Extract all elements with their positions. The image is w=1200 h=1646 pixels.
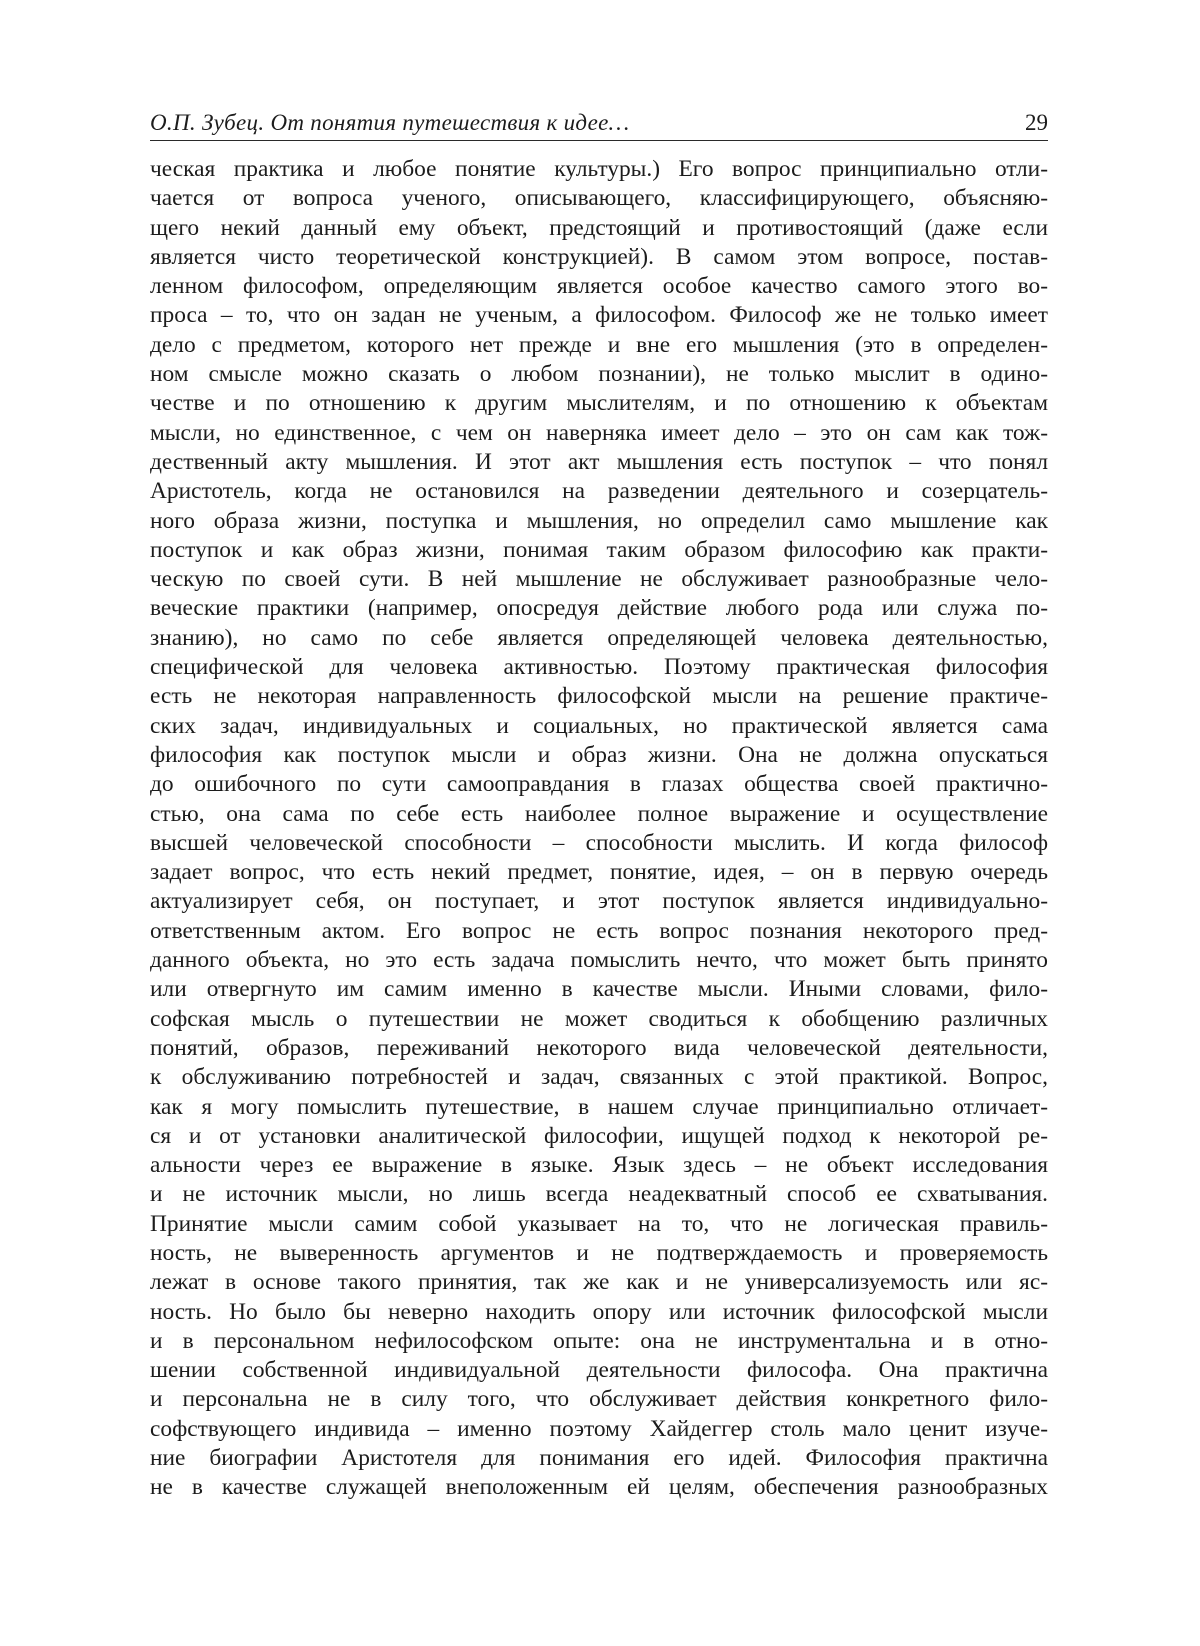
text-line: честве и по отношению к другим мыслителям, и по отношению к объектам	[150, 390, 1048, 417]
running-header-title: О.П. Зубец. От понятия путешествия к идее…	[150, 110, 630, 135]
book-page	[150, 96, 1048, 1503]
text-line: и персональна не в силу того, что обслуживает действия конкретного фило-	[150, 1386, 1048, 1413]
text-line: не в качестве служащей внеположенным ей целям, обеспечения разнообразных	[150, 1474, 1048, 1501]
text-line: к обслуживанию потребностей и задач, связанных с этой практикой. Вопрос,	[150, 1064, 1048, 1091]
text-line: софская мысль о путешествии не может сводиться к обобщению различных	[150, 1005, 1048, 1032]
text-line: до ошибочного по сути самооправдания в глазах общества своей практично-	[150, 771, 1048, 798]
text-line: является чисто теоретической конструкцией). В самом этом вопросе, постав-	[150, 243, 1048, 270]
text-line: лежат в основе такого принятия, так же как и не универсализуемость или яс-	[150, 1269, 1048, 1296]
text-line: ние биографии Аристотеля для понимания его идей. Философия практична	[150, 1445, 1048, 1472]
text-line: высшей человеческой способности – способности мыслить. И когда философ	[150, 829, 1048, 856]
text-line: альности через ее выражение в языке. Язык здесь – не объект исследования	[150, 1152, 1048, 1179]
text-line: задает вопрос, что есть некий предмет, понятие, идея, – он в первую очередь	[150, 859, 1048, 886]
text-line: ся и от установки аналитической философии, ищущей подход к некоторой ре-	[150, 1122, 1048, 1149]
text-line: Аристотель, когда не остановился на разведении деятельного и созерцатель-	[150, 478, 1048, 505]
text-line: ность. Но было бы неверно находить опору или источник философской мысли	[150, 1298, 1048, 1325]
page-number: 29	[1025, 110, 1048, 135]
text-line: ческая практика и любое понятие культуры.) Его вопрос принципиально отли-	[150, 156, 1048, 182]
text-line: знанию), но само по себе является определяющей человека деятельностью,	[150, 624, 1048, 651]
text-line: шении собственной индивидуальной деятельности философа. Она практична	[150, 1357, 1048, 1384]
text-line: понятий, образов, переживаний некоторого вида человеческой деятельности,	[150, 1034, 1048, 1061]
text-line: щего некий данный ему объект, предстоящий и противостоящий (даже если	[150, 214, 1048, 241]
text-line: дело с предметом, которого нет прежде и вне его мышления (это в определен-	[150, 331, 1048, 358]
text-line: ном смысле можно сказать о любом познании), не только мыслит в одино-	[150, 361, 1048, 388]
text-line: ческую по своей сути. В ней мышление не обслуживает разнообразные чело-	[150, 566, 1048, 593]
text-line: данного объекта, но это есть задача помыслить нечто, что может быть принято	[150, 947, 1048, 974]
text-line: софствующего индивида – именно поэтому Хайдеггер столь мало ценит изуче-	[150, 1415, 1048, 1442]
text-line: актуализирует себя, он поступает, и этот поступок является индивидуально-	[150, 888, 1048, 915]
text-line: или отвергнуто им самим именно в качестве мысли. Иными словами, фило-	[150, 976, 1048, 1003]
text-line: ного образа жизни, поступка и мышления, но определил само мышление как	[150, 507, 1048, 534]
text-line: и не источник мысли, но лишь всегда неадекватный способ ее схватывания.	[150, 1181, 1048, 1208]
text-line: дественный акту мышления. И этот акт мышления есть поступок – что понял	[150, 448, 1048, 475]
text-line: ских задач, индивидуальных и социальных, но практической является сама	[150, 712, 1048, 739]
text-line: как я могу помыслить путешествие, в нашем случае принципиально отличает-	[150, 1093, 1048, 1120]
text-line: философия как поступок мысли и образ жизни. Она не должна опускаться	[150, 741, 1048, 768]
text-line: и в персональном нефилософском опыте: она не инструментальна и в отно-	[150, 1327, 1048, 1354]
text-line: есть не некоторая направленность философской мысли на решение практиче-	[150, 683, 1048, 710]
text-line: веческие практики (например, опосредуя действие любого рода или служа по-	[150, 595, 1048, 622]
text-line: мысли, но единственное, с чем он наверняка имеет дело – это он сам как тож-	[150, 419, 1048, 446]
text-line: специфической для человека активностью. Поэтому практическая философия	[150, 654, 1048, 681]
text-line: чается от вопроса ученого, описывающего, классифицирующего, объясняю-	[150, 185, 1048, 212]
running-header	[150, 96, 1048, 141]
body-text	[150, 155, 1048, 1503]
text-line: ленном философом, определяющим является особое качество самого этого во-	[150, 273, 1048, 300]
text-line: поступок и как образ жизни, понимая таким образом философию как практи-	[150, 536, 1048, 563]
text-line: Принятие мысли самим собой указывает на то, что не логическая правиль-	[150, 1210, 1048, 1237]
text-line: ность, не выверенность аргументов и не подтверждаемость и проверяемость	[150, 1239, 1048, 1266]
text-line: ответственным актом. Его вопрос не есть вопрос познания некоторого пред-	[150, 917, 1048, 944]
text-line: стью, она сама по себе есть наиболее полное выражение и осуществление	[150, 800, 1048, 827]
text-line: проса – то, что он задан не ученым, а философом. Философ же не только имеет	[150, 302, 1048, 329]
